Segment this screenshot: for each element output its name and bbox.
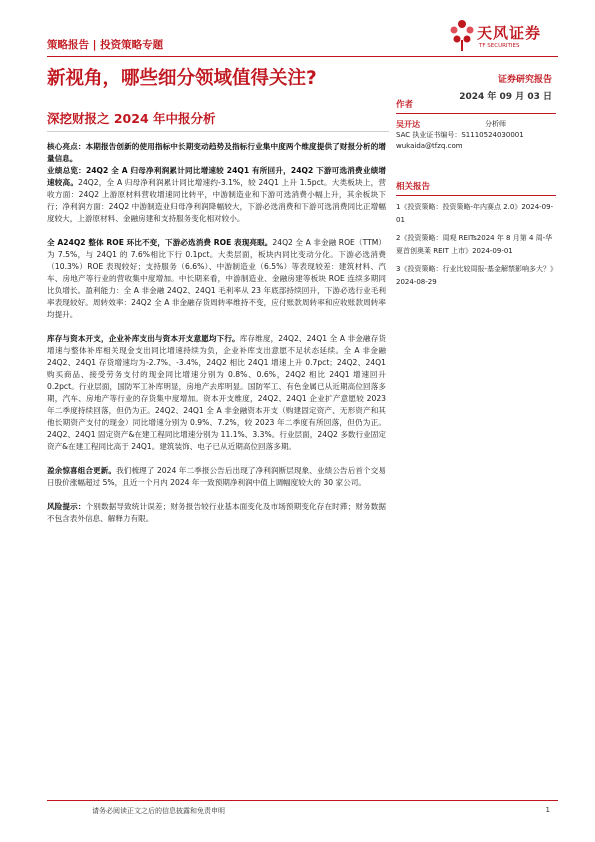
header-divider xyxy=(47,56,558,57)
page-number: 1 xyxy=(545,806,550,814)
related-report-item[interactable]: 1《投资策略：投资策略-年内赛点 2.0》2024-09-01 xyxy=(396,203,554,224)
report-date: 2024 年 09 月 03 日 xyxy=(459,92,552,102)
footer-divider xyxy=(47,800,558,801)
page-subtitle: 深挖财报之 2024 年中报分析 xyxy=(47,111,216,126)
document-type: 证券研究报告 xyxy=(497,75,552,85)
paragraph-lead: 全 A24Q2 整体 ROE 环比不变，下游必选消费 ROE 表现亮眼。 xyxy=(47,238,273,247)
sidebar xyxy=(396,100,556,294)
related-report-item[interactable]: 2《投资策略：周观 REITs2024 年 8 月第 4 周-华夏首创奥莱 REIT 上市》2024-09-01 xyxy=(396,234,553,255)
paragraph-text: 24Q2，全 A 归母净利润累计同比增速约-3.1%，较 24Q1 上升 1.5pct。大类板块上，营收方面：24Q2 上游原材料营收增速同比转平，中游制造业和下游可选消费小幅上升，其余板块下行；净利润方面：24Q2 中游制造业归母净利润降幅较大，下游必选消费和下游可选消费同比正增幅度较大，上游原材料、金融房建和支持服务变化相对较小。 xyxy=(47,178,386,223)
paragraph-portfolio xyxy=(47,465,386,489)
logo-flower-icon xyxy=(449,18,475,52)
paragraph-lead: 风险提示： xyxy=(47,502,86,511)
paragraph-highlights xyxy=(47,141,386,165)
footer-disclaimer: 请务必阅读正文之后的信息披露和免责申明 xyxy=(92,807,225,815)
page-title: 新视角，哪些细分领域值得关注? xyxy=(47,68,317,89)
main-body xyxy=(47,141,386,537)
paragraph-roe xyxy=(47,237,386,321)
author-email[interactable]: wukaida@tfzq.com xyxy=(396,142,463,150)
paragraph-text: 24Q2 全 A 非金融 ROE（TTM）为 7.5%，与 24Q1 的 7.6%相比下行 0.1pct。大类层面，板块内同比变动分化。下游必选消费（10.3%）ROE 表现较好；支持服务（6.6%）、中游制造业（6.5%）等表现较差：建筑材料、汽车、房地产等行业的营收集中度增加。中长期来看，中游制造业、金融房建等板块 ROE 连续多期同比负增长。盈利能力：全 A 非金融 24Q2、24Q1 毛利率从 23 年底部持续回升，下游必选行业毛利率表现较好。周转效率：24Q2 全 A 非金融存货周转率维持不变，应付账款周转率和应收账款周转率均提升。 xyxy=(47,238,386,319)
paragraph-earnings xyxy=(47,165,386,225)
author-row xyxy=(396,119,556,130)
paragraph-text: 个别数据导致统计误差；财务报告较行业基本面变化及市场预期变化存在时滞；财务数据不包含表外信息、解释力有限。 xyxy=(47,502,387,523)
paragraph-lead: 盈余惊喜组合更新。 xyxy=(47,466,117,475)
paragraph-lead: 业绩总览：24Q2 全 A 归母净利润累计同比增速较 24Q1 有所回升，24Q2 下游可选消费业绩增速较高。 xyxy=(47,166,386,187)
related-report-item[interactable]: 3《投资策略：行业比较周报-基金解禁影响多大？》2024-08-29 xyxy=(396,265,554,286)
paragraph-text: 库存维度，24Q2、24Q1 全 A 非金融存货增速与整体补库相关现金支出同比增速持续为负，企业补库支出意愿不足状态延续。全 A 非金融 24Q2、24Q1 存货增速均为-2.7%、-3.4%，24Q2 相比 24Q1 增速上升 0.7pct；24Q2、24Q1 购买商品、接受劳务支付的现金同比增速分别为 0.8%、0.6%，24Q2 相比 24Q1 增速回升 0.2pct。行业层面，国防军工补库明显，房地产去库明显。国防军工、有色金属已从近期高位回落多期，汽车、房地产等行业的存货集中度增加。资本开支维度，24Q2、24Q1 企业扩产意愿较 2023 年二季度持续回落，但仍为正。24Q2、24Q1 全 A 非金融资本开支（购建固定资产、无形资产和其他长期资产支付的现金）同比增速分别为 0.9%、7.2%，较 2023 年二季度有所回落，但仍为正。24Q2、24Q1 固定资产&在建工程同比增速分别为 11.1%、3.3%。行业层面，24Q2 多数行业固定资产&在建工程同比高于 24Q1。建筑装饰、电子已从近期高位回落多期。 xyxy=(47,334,386,451)
paragraph-risk xyxy=(47,501,386,525)
paragraph-lead: 库存与资本开支，企业补库支出与资本开支意愿均下行。 xyxy=(47,334,240,343)
author-role: 分析师 xyxy=(485,120,506,128)
logo-text: 天风证券 xyxy=(477,24,542,42)
title-divider xyxy=(47,131,389,132)
related-heading: 相关报告 xyxy=(396,182,556,196)
logo-subtext: TF SECURITIES xyxy=(479,43,520,49)
author-heading: 作者 xyxy=(396,100,556,114)
author-name: 吴开达 xyxy=(396,120,420,129)
report-category: 策略报告 | 投资策略专题 xyxy=(47,39,164,51)
paragraph-text: 我们梳理了 2024 年二季报公告后出现了净利润断层现象、业绩公告后首个交易日股价涨幅超过 5%，且近一个月内 2024 年一致预期净利润中值上调幅度较大的 30 家公司。 xyxy=(47,466,386,487)
related-reports xyxy=(396,182,556,289)
company-logo xyxy=(449,14,559,56)
paragraph-inventory-capex xyxy=(47,333,386,453)
paragraph-lead: 核心亮点：本期报告创新的使用指标中长期变动趋势及指标行业集中度两个维度提供了财报分析的增量信息。 xyxy=(47,142,386,163)
author-cert: SAC 执业证书编号：S1110524030001 xyxy=(396,131,524,139)
